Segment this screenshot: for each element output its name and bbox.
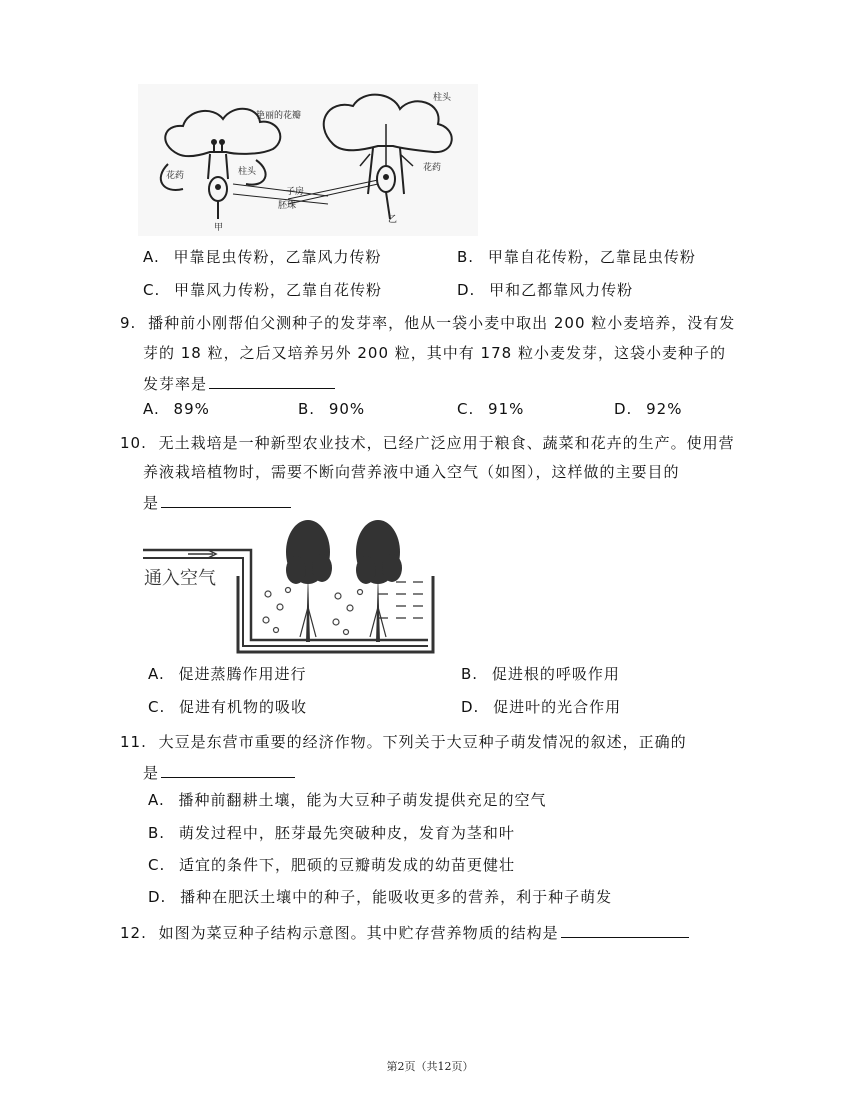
option-letter: B. — [461, 665, 479, 683]
option-text: 促进根的呼吸作用 — [491, 665, 620, 683]
option-letter: C. — [148, 698, 166, 716]
label-ovary: 子房 — [286, 187, 305, 197]
option-letter: C. — [148, 856, 166, 874]
q10-option-c[interactable] — [148, 697, 307, 717]
label-anther-left: 花药 — [166, 171, 185, 181]
flower-diagram — [138, 84, 478, 236]
option-letter: C. — [143, 281, 161, 299]
option-letter: D. — [614, 400, 633, 418]
q8-option-d[interactable] — [457, 280, 633, 300]
label-stigma-right: 柱头 — [433, 93, 452, 103]
option-letter: B. — [148, 824, 166, 842]
question-number: 10. — [120, 434, 147, 452]
label-ovule: 胚珠 — [278, 201, 297, 211]
question-text: 是 — [143, 494, 160, 512]
q11-option-a[interactable] — [148, 790, 547, 810]
question-text: 养液栽培植物时，需要不断向营养液中通入空气（如图），这样做的主要目的 — [143, 463, 680, 481]
option-text: 促进叶的光合作用 — [493, 698, 622, 716]
label-yi: 乙 — [388, 215, 398, 225]
option-letter: B. — [457, 248, 475, 266]
q12-line-1 — [120, 921, 689, 943]
option-letter: D. — [461, 698, 480, 716]
q10-line-1 — [120, 433, 735, 453]
q9-line-3 — [143, 372, 335, 394]
answer-blank[interactable] — [209, 372, 335, 389]
question-text: 如图为菜豆种子结构示意图。其中贮存营养物质的结构是 — [158, 924, 559, 942]
question-number: 12. — [120, 924, 147, 942]
q10-option-b[interactable] — [461, 664, 620, 684]
q11-option-b[interactable] — [148, 823, 515, 843]
question-text: 是 — [143, 764, 160, 782]
question-number: 9. — [120, 314, 137, 332]
question-text: 无土栽培是一种新型农业技术，已经广泛应用于粮食、蔬菜和花卉的生产。使用营 — [158, 434, 735, 452]
q11-line-2 — [143, 761, 295, 783]
option-text: 甲靠风力传粉，乙靠自花传粉 — [174, 281, 383, 299]
question-number: 11. — [120, 733, 147, 751]
question-text: 播种前小刚帮伯父测种子的发芽率，他从一袋小麦中取出 200 粒小麦培养，没有发 — [148, 314, 736, 332]
option-letter: A. — [143, 248, 160, 266]
q10-line-2 — [143, 462, 680, 482]
q11-option-d[interactable] — [148, 887, 612, 907]
option-letter: D. — [148, 888, 167, 906]
hydroponics-figure — [138, 512, 438, 660]
question-text: 芽的 18 粒，之后又培养另外 200 粒，其中有 178 粒小麦发芽，这袋小麦种子的 — [143, 344, 726, 362]
q11-line-1 — [120, 732, 687, 752]
q8-option-b[interactable] — [457, 247, 696, 267]
answer-blank[interactable] — [161, 491, 291, 508]
q9-line-1 — [120, 313, 735, 333]
option-text: 促进有机物的吸收 — [179, 698, 308, 716]
option-letter: C. — [457, 400, 475, 418]
label-air-inlet: 通入空气 — [144, 568, 216, 589]
flower-figure — [138, 84, 478, 236]
page-footer: 第2页（共12页） — [386, 1060, 474, 1073]
q10-option-a[interactable] — [148, 664, 307, 684]
option-letter: A. — [148, 791, 165, 809]
option-text: 91% — [488, 400, 525, 418]
option-text: 甲和乙都靠风力传粉 — [489, 281, 634, 299]
q9-line-2 — [143, 343, 726, 363]
answer-blank[interactable] — [561, 921, 689, 938]
hydroponics-diagram — [138, 512, 438, 660]
option-letter: D. — [457, 281, 476, 299]
label-anther-right: 花药 — [423, 163, 442, 173]
q9-option-d[interactable] — [614, 399, 682, 419]
option-text: 92% — [646, 400, 683, 418]
option-text: 甲靠昆虫传粉，乙靠风力传粉 — [173, 248, 382, 266]
q8-option-c[interactable] — [143, 280, 382, 300]
label-jia: 甲 — [214, 223, 224, 233]
option-letter: A. — [148, 665, 165, 683]
option-text: 播种在肥沃土壤中的种子，能吸收更多的营养，利于种子萌发 — [180, 888, 613, 906]
option-text: 90% — [328, 400, 366, 418]
label-stigma-left: 柱头 — [238, 167, 257, 177]
option-letter: B. — [298, 400, 316, 418]
option-text: 甲靠自花传粉，乙靠昆虫传粉 — [487, 248, 696, 266]
q10-line-3 — [143, 491, 291, 513]
q9-option-c[interactable] — [457, 399, 524, 419]
option-letter: A. — [143, 400, 160, 418]
option-text: 89% — [173, 400, 210, 418]
option-text: 适宜的条件下，肥硕的豆瓣萌发成的幼苗更健壮 — [179, 856, 516, 874]
option-text: 促进蒸腾作用进行 — [178, 665, 307, 683]
q8-option-a[interactable] — [143, 247, 382, 267]
question-text: 大豆是东营市重要的经济作物。下列关于大豆种子萌发情况的叙述，正确的 — [158, 733, 687, 751]
q10-option-d[interactable] — [461, 697, 621, 717]
option-text: 萌发过程中，胚芽最先突破种皮，发育为茎和叶 — [178, 824, 515, 842]
q9-option-a[interactable] — [143, 399, 210, 419]
question-text: 发芽率是 — [143, 375, 208, 393]
q9-option-b[interactable] — [298, 399, 365, 419]
label-petal: 艳丽的花瓣 — [256, 111, 302, 121]
q11-option-c[interactable] — [148, 855, 515, 875]
answer-blank[interactable] — [161, 761, 295, 778]
option-text: 播种前翻耕土壤，能为大豆种子萌发提供充足的空气 — [178, 791, 547, 809]
